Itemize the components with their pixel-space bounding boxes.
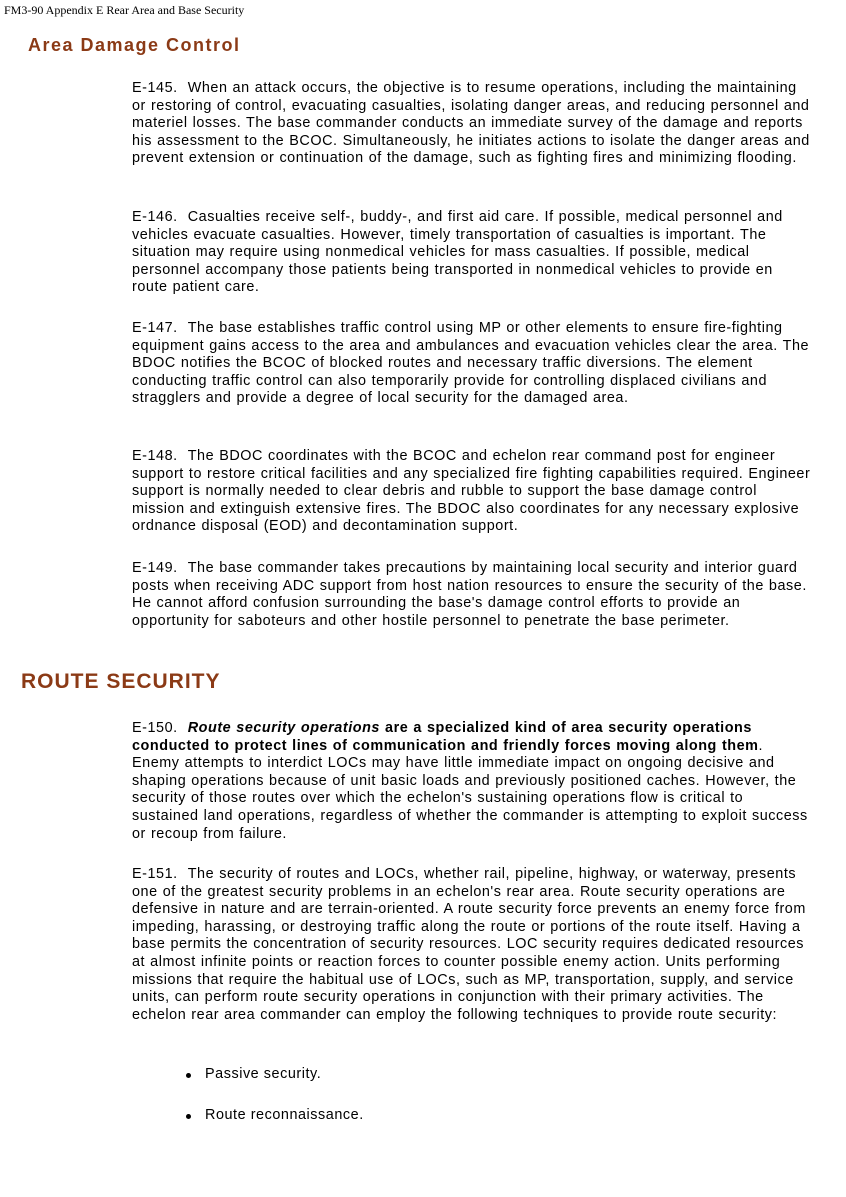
list-item-route-reconnaissance: [186, 1106, 364, 1124]
paragraph-number: E-145.: [132, 80, 178, 96]
paragraph-e147: [132, 320, 812, 408]
definition-text: [132, 720, 759, 754]
section-heading-route-security: ROUTE SECURITY: [21, 670, 221, 693]
paragraph-e151: [132, 866, 812, 1024]
paragraph-number: E-150.: [132, 720, 178, 736]
paragraph-text: The base establishes traffic control using MP or other elements to ensure fire-fighting equipment gains access to the area and ambulances and evacuation vehicles clear the area. The BDOC notifies the BCOC of blocked routes and necessary traffic diversions. The element conducting traffic control can also temporarily provide for controlling displaced civilians and stragglers and provide a degree of local security for the damaged area.: [132, 320, 810, 407]
paragraph-e150: [132, 720, 812, 843]
paragraph-text: The security of routes and LOCs, whether rail, pipeline, highway, or waterway, presents one of the greatest security problems in an echelon's rear area. Route security operations are defensive in nature and are terrain-oriented. A route security force prevents an enemy force from impeding, harassing, or destroying traffic along the route or portions of the route itself. Having a base permits the concentration of security resources. LOC security requires dedicated resources at almost infinite points or reaction forces to counter possible enemy action. Units performing missions that require the habitual use of LOCs, such as MP, transportation, supply, and service units, can perform route security operations in conjunction with their primary activities. The echelon rear area commander can employ the following techniques to provide route security:: [132, 866, 806, 1023]
paragraph-e149: [132, 560, 812, 630]
paragraph-text: The base commander takes precautions by maintaining local security and interior guard posts when receiving ADC support from host nation resources to ensure the security of the base. He cannot afford confusion surrounding the base's damage control efforts to provide an opportunity for saboteurs and other hostile personnel to penetrate the base perimeter.: [132, 560, 807, 629]
paragraph-text: . Enemy attempts to interdict LOCs may have little immediate impact on ongoing decisive and shaping operations because of unit basic loads and previously positioned caches. However, the security of those routes over which the echelon's sustaining operations flow is critical to sustained land operations, regardless of whether the commander is attempting to exploit success or recoup from failure.: [132, 737, 808, 842]
bullet-icon: [186, 1114, 191, 1119]
paragraph-e145: [132, 80, 812, 168]
paragraph-number: E-148.: [132, 448, 178, 464]
technique-list: [186, 1065, 364, 1147]
list-item-text: Route reconnaissance.: [205, 1107, 364, 1123]
paragraph-number: E-147.: [132, 320, 178, 336]
section-heading-area-damage-control: Area Damage Control: [28, 35, 241, 55]
paragraph-e148: [132, 448, 812, 536]
paragraph-number: E-149.: [132, 560, 178, 576]
list-item-text: Passive security.: [205, 1066, 322, 1082]
paragraph-text: Casualties receive self-, buddy-, and first aid care. If possible, medical personnel and vehicles evacuate casualties. However, timely transportation of casualties is important. The situation may require using nonmedical vehicles for mass casualties. If possible, medical personnel accompany those patients being transported in nonmedical vehicles to provide en route patient care.: [132, 209, 783, 296]
paragraph-number: E-151.: [132, 866, 178, 882]
bullet-icon: [186, 1073, 191, 1078]
defined-term: Route security operations: [187, 720, 380, 736]
paragraph-text: The BDOC coordinates with the BCOC and echelon rear command post for engineer support to restore critical facilities and any specialized fire fighting capabilities required. Engineer support is normally needed to clear debris and rubble to support the base damage control mission and extinguish extensive fires. The BDOC also coordinates for any necessary explosive ordnance disposal (EOD) and decontamination support.: [132, 448, 811, 535]
paragraph-text: When an attack occurs, the objective is to resume operations, including the maintaining or restoring of control, evacuating casualties, isolating danger areas, and reducing personnel and materiel losses. The base commander conducts an immediate survey of the damage and reports his assessment to the BCOC. Simultaneously, he initiates actions to isolate the danger areas and prevent extension or continuation of the damage, such as fighting fires and minimizing flooding.: [132, 80, 810, 167]
definition-body: are a specialized kind of area security operations conducted to protect lines of communication and friendly forces moving along them: [132, 720, 759, 754]
list-item-passive-security: [186, 1065, 364, 1083]
paragraph-e146: [132, 209, 812, 297]
running-head: FM3-90 Appendix E Rear Area and Base Security: [4, 3, 245, 17]
paragraph-number: E-146.: [132, 209, 178, 225]
